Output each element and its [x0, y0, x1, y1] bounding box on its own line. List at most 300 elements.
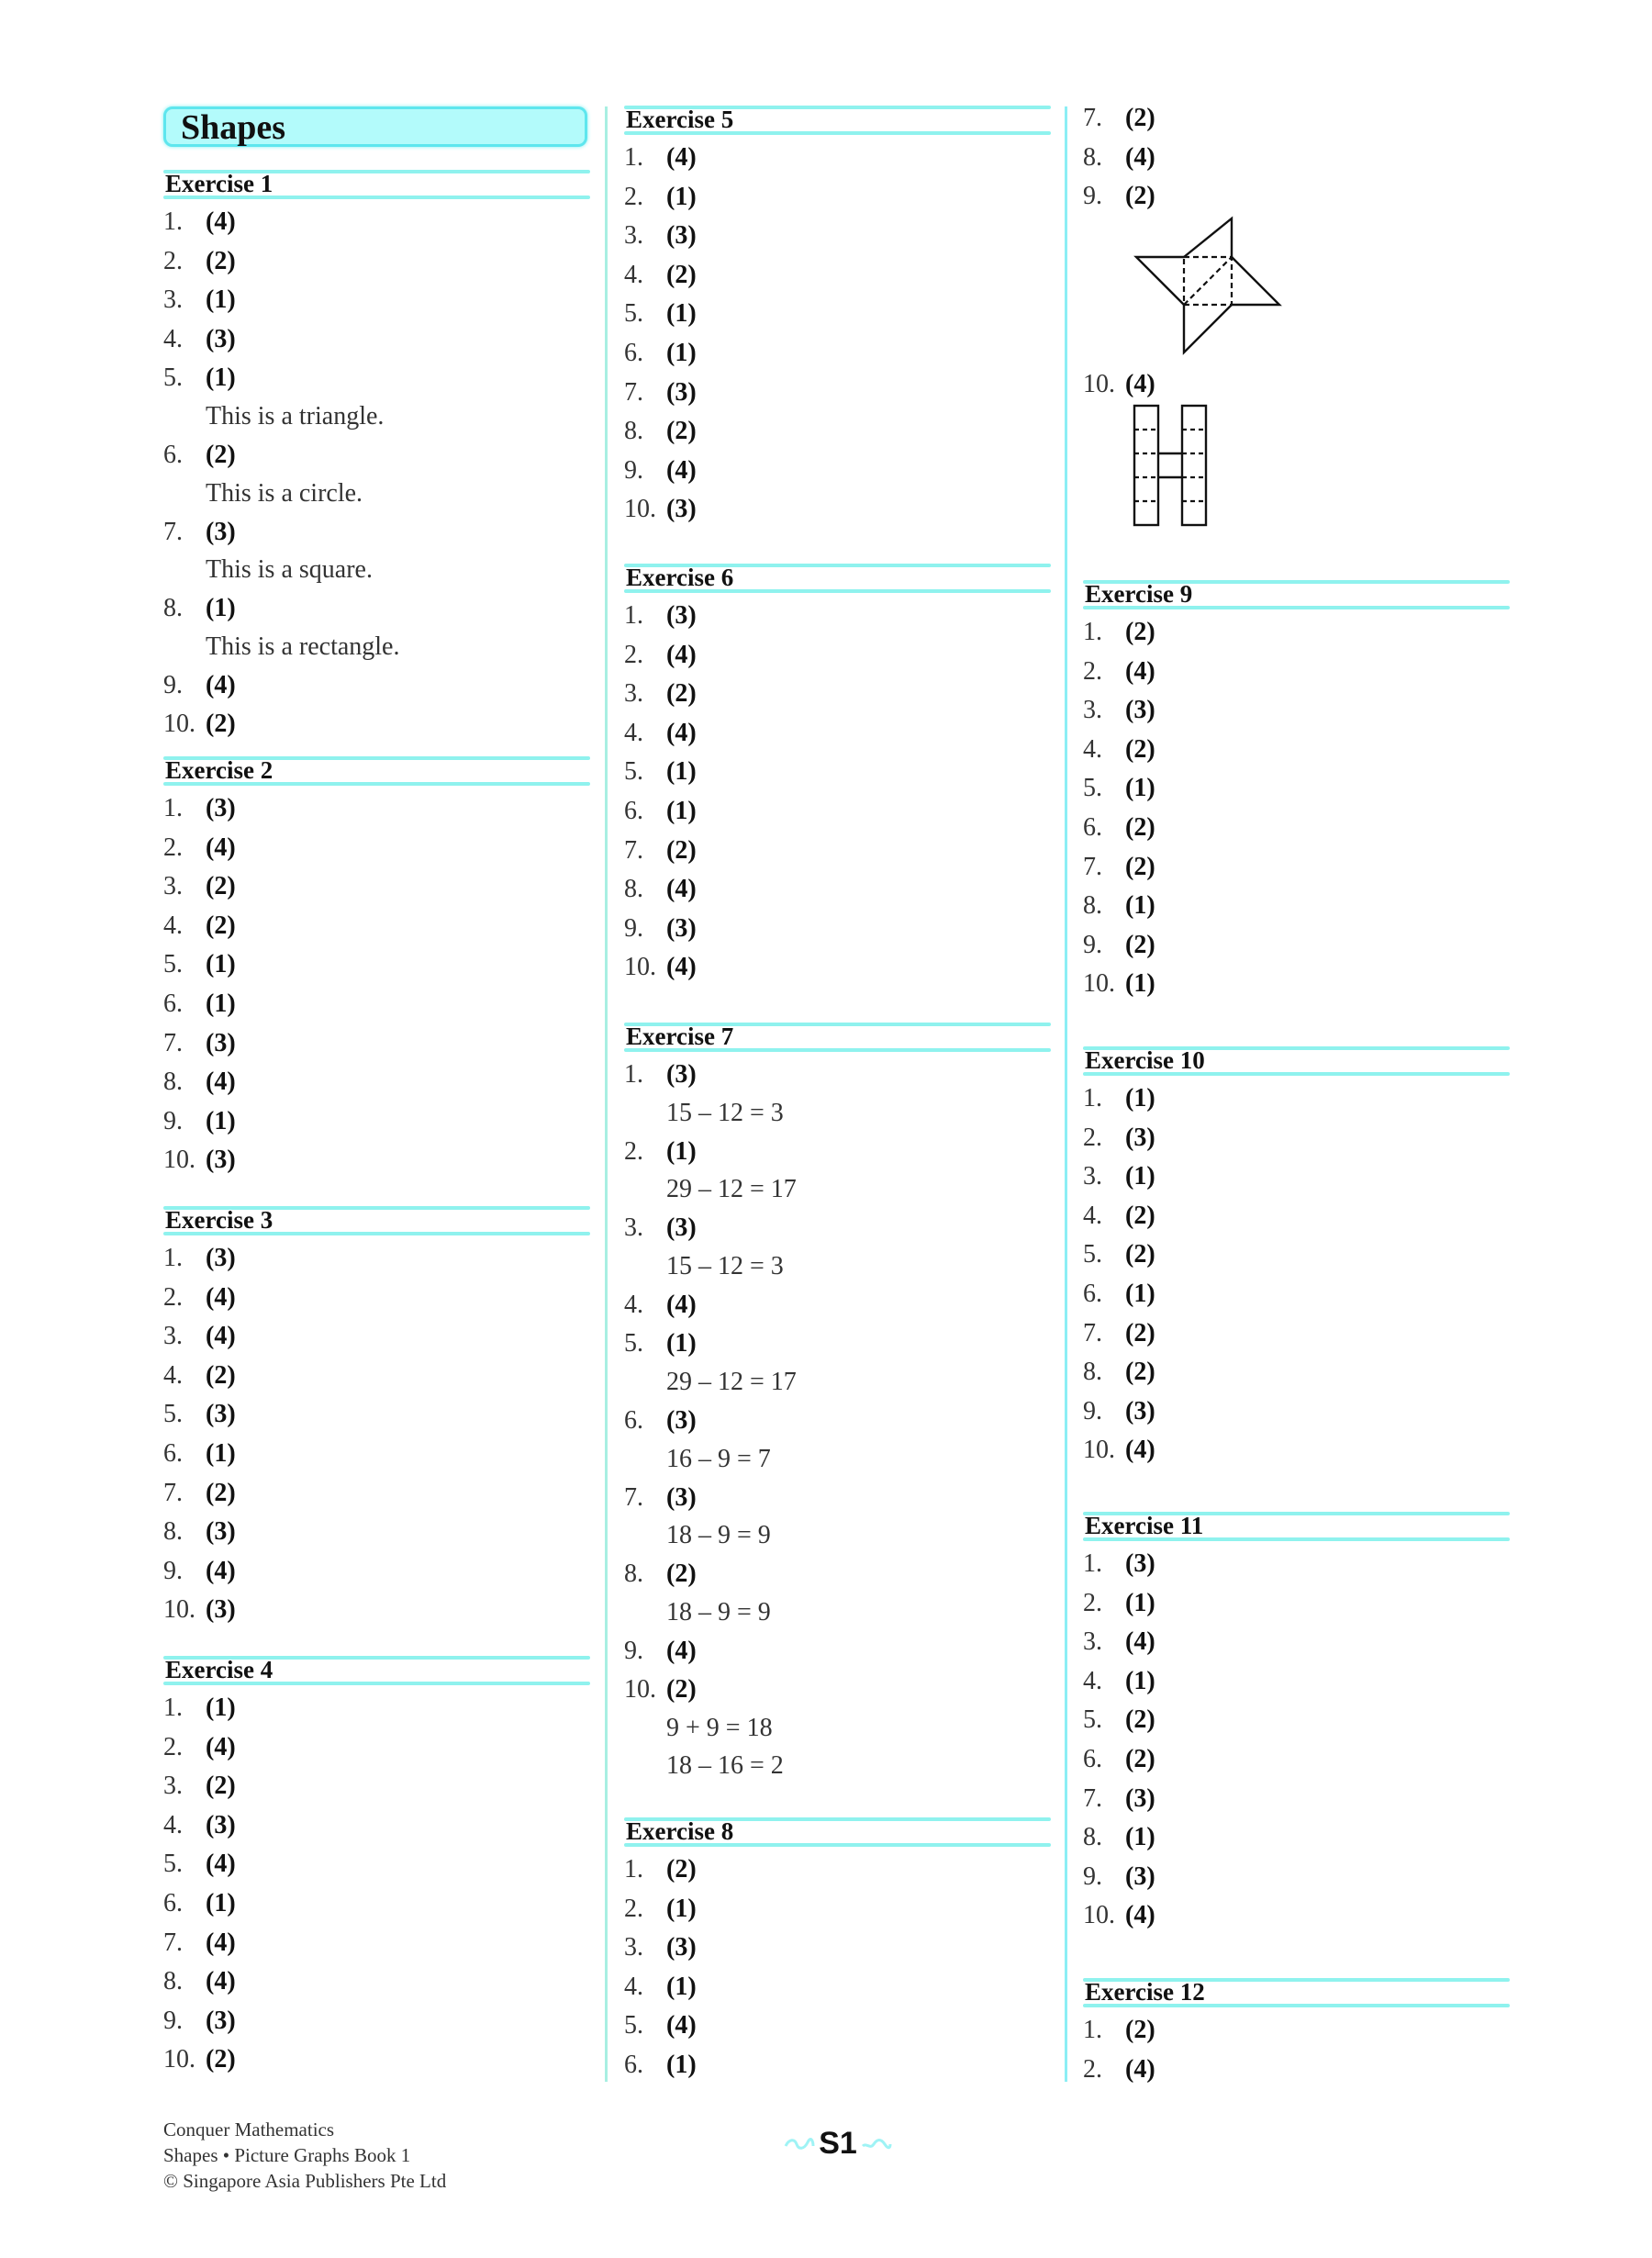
question-number: 3.	[624, 221, 643, 251]
answer-item	[163, 1395, 590, 1435]
answer-item	[1083, 1623, 1510, 1662]
answer-choice: (1)	[666, 796, 697, 825]
answer-choice: (3)	[206, 1146, 236, 1175]
answer-working: 29 – 12 = 17	[666, 1367, 797, 1396]
answer-choice: (1)	[666, 338, 697, 367]
exercise-header	[1083, 578, 1510, 609]
answer-item	[1083, 848, 1510, 888]
answer-choice: (2)	[1125, 930, 1155, 959]
section-title-banner	[163, 106, 587, 147]
answer-choice: (2)	[666, 679, 697, 709]
question-number: 8.	[163, 1068, 183, 1097]
answer-item	[624, 910, 1051, 949]
answer-choice: (2)	[1125, 734, 1155, 764]
answer-item	[1083, 653, 1510, 692]
question-number: 3.	[624, 679, 643, 709]
exercise-title: Exercise 10	[1085, 1046, 1205, 1074]
answer-choice: (2)	[206, 440, 236, 469]
question-number: 5.	[163, 363, 183, 393]
answer-choice: (3)	[666, 495, 697, 524]
footer-credits	[163, 2117, 446, 2194]
answer-item	[163, 789, 590, 829]
exercise-7	[624, 1021, 1051, 1785]
answer-choice: (1)	[1125, 1588, 1155, 1617]
exercise-title: Exercise 4	[165, 1656, 273, 1683]
answer-choice: (1)	[1125, 969, 1155, 999]
answer-item	[163, 1591, 590, 1630]
answer-choice: (1)	[666, 299, 697, 329]
question-number: 3.	[1083, 1162, 1102, 1191]
question-number: 9.	[1083, 1396, 1102, 1425]
exercise-4	[163, 1654, 590, 2080]
exercise-1	[163, 168, 590, 744]
question-number: 6.	[163, 440, 183, 469]
answer-item	[624, 753, 1051, 792]
answer-working: 18 – 9 = 9	[666, 1521, 771, 1550]
answer-choice: (4)	[206, 1322, 236, 1351]
question-number: 2.	[624, 1136, 643, 1166]
question-number: 1.	[1083, 1549, 1102, 1578]
answer-choice: (2)	[206, 710, 236, 739]
question-number: 6.	[624, 796, 643, 825]
answer-choice: (2)	[206, 1772, 236, 1801]
question-number: 1.	[624, 1060, 643, 1089]
answer-choice: (3)	[206, 517, 236, 546]
exercise-header	[1083, 1510, 1510, 1541]
answer-item	[163, 1063, 590, 1102]
question-number: 2.	[1083, 1123, 1102, 1152]
answer-choice: (4)	[206, 1282, 236, 1312]
question-number: 1.	[163, 794, 183, 822]
exercise-11	[1083, 1510, 1510, 1936]
answer-choice: (4)	[666, 640, 697, 669]
question-number: 1.	[163, 207, 183, 236]
answer-choice: (4)	[206, 1850, 236, 1879]
answer-choice: (3)	[1125, 696, 1155, 725]
answer-item	[163, 1728, 590, 1768]
question-number: 8.	[1083, 1358, 1102, 1387]
answer-choice: (2)	[1125, 2016, 1155, 2044]
question-number: 4.	[163, 1360, 183, 1390]
question-number: 10.	[624, 495, 656, 524]
answer-item	[163, 281, 590, 320]
answer-item	[163, 1435, 590, 1474]
page-number	[769, 2126, 907, 2163]
answer-item	[624, 1133, 1051, 1172]
answer-item	[163, 436, 590, 475]
answer-choice: (3)	[206, 1595, 236, 1625]
question-number: 6.	[1083, 1744, 1102, 1773]
answer-item	[1083, 1235, 1510, 1275]
answer-item	[1083, 1275, 1510, 1314]
answer-item	[163, 985, 590, 1024]
question-number: 8.	[1083, 1823, 1102, 1852]
answer-choice: (2)	[1125, 1705, 1155, 1735]
answer-choice: (3)	[666, 1482, 697, 1512]
answer-item	[624, 374, 1051, 413]
answer-item	[163, 1279, 590, 1318]
exercise-8-continued	[1083, 99, 1510, 532]
answer-choice: (3)	[666, 221, 697, 251]
answer-choice: (1)	[1125, 1279, 1155, 1308]
question-number: 4.	[624, 260, 643, 289]
question-number: 5.	[1083, 774, 1102, 803]
answer-choice: (4)	[206, 1068, 236, 1097]
answer-item	[624, 217, 1051, 256]
answer-choice: (2)	[666, 1855, 697, 1884]
answer-choice: (4)	[206, 1967, 236, 1996]
answer-item	[1083, 691, 1510, 731]
answer-choice: (3)	[206, 1028, 236, 1057]
question-number: 3.	[163, 1772, 183, 1801]
answer-item	[163, 2002, 590, 2041]
answer-working: This is a triangle.	[206, 401, 385, 430]
question-number: 8.	[624, 875, 643, 904]
answer-item	[163, 1239, 590, 1279]
answer-item	[624, 948, 1051, 988]
answer-item	[163, 359, 590, 398]
answer-item	[163, 1513, 590, 1552]
exercise-10	[1083, 1045, 1510, 1470]
answer-item	[624, 139, 1051, 178]
answer-choice: (3)	[1125, 1783, 1155, 1813]
answer-choice: (1)	[206, 950, 236, 979]
question-number: 1.	[163, 1694, 183, 1722]
question-number: 7.	[163, 517, 183, 546]
question-number: 1.	[624, 1855, 643, 1884]
question-number: 9.	[163, 1556, 183, 1585]
answer-choice: (2)	[666, 835, 697, 865]
question-number: 5.	[163, 1850, 183, 1879]
question-number: 6.	[163, 989, 183, 1018]
question-number: 3.	[163, 1322, 183, 1351]
answer-choice: (4)	[666, 143, 697, 172]
question-number: 1.	[624, 143, 643, 172]
question-number: 3.	[163, 872, 183, 901]
answer-item	[163, 1102, 590, 1142]
answer-item	[163, 320, 590, 360]
question-number: 8.	[163, 1517, 183, 1547]
answer-working: 29 – 12 = 17	[666, 1175, 797, 1204]
answer-item	[624, 1209, 1051, 1248]
exercise-header	[624, 1021, 1051, 1052]
question-number: 10.	[163, 710, 195, 739]
answer-item	[1083, 926, 1510, 966]
answer-item	[163, 1024, 590, 1064]
question-number: 10.	[163, 1595, 195, 1625]
answer-choice: (3)	[1125, 1123, 1155, 1152]
question-number: 9.	[624, 455, 643, 485]
exercise-header	[163, 755, 590, 786]
answer-choice: (1)	[1125, 891, 1155, 921]
question-number: 5.	[163, 1400, 183, 1429]
question-number: 8.	[624, 1559, 643, 1589]
answer-item	[163, 867, 590, 907]
question-number: 5.	[624, 2011, 643, 2040]
exercise-9	[1083, 578, 1510, 1004]
answer-item	[624, 295, 1051, 334]
answer-item	[1083, 1392, 1510, 1432]
question-number: 2.	[1083, 656, 1102, 686]
question-number: 7.	[163, 1478, 183, 1507]
answer-working: 16 – 9 = 7	[666, 1444, 771, 1473]
answer-working: 18 – 9 = 9	[666, 1597, 771, 1626]
question-number: 2.	[163, 1732, 183, 1761]
answer-item	[1083, 1818, 1510, 1858]
answer-choice: (4)	[666, 953, 697, 982]
answer-choice: (4)	[206, 833, 236, 862]
question-number: 1.	[1083, 618, 1102, 646]
answer-item	[1083, 1662, 1510, 1702]
answer-choice: (1)	[1125, 1823, 1155, 1852]
answer-choice: (4)	[666, 455, 697, 485]
question-number: 2.	[163, 246, 183, 275]
answer-item	[1083, 1740, 1510, 1780]
answer-choice: (4)	[1125, 1436, 1155, 1465]
column-divider-2	[1065, 106, 1067, 2082]
pyramid-net-icon	[1129, 209, 1312, 358]
answer-working: 15 – 12 = 3	[666, 1098, 784, 1127]
question-number: 6.	[1083, 1279, 1102, 1308]
answer-item	[624, 1632, 1051, 1671]
answer-choice: (2)	[1125, 1201, 1155, 1230]
answer-item	[1083, 1584, 1510, 1624]
question-number: 7.	[624, 835, 643, 865]
answer-item	[624, 1479, 1051, 1518]
answer-item	[624, 1968, 1051, 2007]
question-number: 3.	[1083, 696, 1102, 725]
answer-choice: (2)	[1125, 1744, 1155, 1773]
answer-choice: (1)	[206, 1438, 236, 1468]
answer-choice: (4)	[666, 875, 697, 904]
exercise-header	[163, 168, 590, 199]
answer-item	[163, 829, 590, 868]
question-number: 8.	[163, 594, 183, 623]
footer-copyright: © Singapore Asia Publishers Pte Ltd	[163, 2170, 447, 2192]
answer-choice: (3)	[206, 1400, 236, 1429]
exercise-header	[1083, 1045, 1510, 1076]
question-number: 10.	[624, 1675, 656, 1705]
answer-item	[1083, 2051, 1510, 2090]
question-number: 5.	[624, 299, 643, 329]
footer-series: Conquer Mathematics	[163, 2118, 335, 2141]
left-ornament-icon	[784, 2137, 815, 2152]
answer-choice: (2)	[1125, 852, 1155, 881]
answer-item	[163, 589, 590, 629]
answer-choice: (4)	[206, 1556, 236, 1585]
question-number: 9.	[1083, 1861, 1102, 1891]
answer-choice: (3)	[666, 1405, 697, 1435]
answer-choice: (3)	[666, 1933, 697, 1962]
question-number: 6.	[624, 338, 643, 367]
answer-item	[163, 1806, 590, 1846]
answer-choice: (4)	[666, 1636, 697, 1665]
section-title: Shapes	[181, 108, 286, 147]
exercise-header	[624, 1816, 1051, 1847]
question-number: 5.	[624, 1329, 643, 1358]
answer-item	[1083, 769, 1510, 809]
question-number: 1.	[163, 1244, 183, 1272]
question-number: 2.	[624, 182, 643, 211]
column-divider-1	[605, 106, 608, 2082]
answer-item	[163, 242, 590, 282]
exercise-5	[624, 104, 1051, 530]
answer-choice: (4)	[206, 1732, 236, 1761]
answer-item	[1083, 613, 1510, 653]
question-number: 2.	[1083, 1588, 1102, 1617]
answer-choice: (3)	[206, 1244, 236, 1272]
answer-choice: (3)	[666, 601, 697, 630]
answer-choice: (3)	[206, 794, 236, 822]
exercise-header	[624, 562, 1051, 593]
answer-item	[624, 792, 1051, 832]
question-number: 8.	[624, 417, 643, 446]
answer-item	[163, 1962, 590, 2002]
answer-item	[624, 2006, 1051, 2046]
exercise-6	[624, 562, 1051, 988]
answer-item	[624, 1402, 1051, 1441]
question-number: 8.	[1083, 891, 1102, 921]
answer-choice: (1)	[206, 1106, 236, 1135]
pyramid-net-figure	[1083, 217, 1510, 365]
exercise-header	[163, 1654, 590, 1685]
page-number-label: S1	[819, 2126, 857, 2161]
question-number: 9.	[1083, 930, 1102, 959]
answer-choice: (1)	[1125, 1084, 1155, 1112]
answer-choice: (1)	[666, 1329, 697, 1358]
question-number: 7.	[624, 377, 643, 407]
exercise-3	[163, 1204, 590, 1630]
question-number: 7.	[1083, 1783, 1102, 1813]
answer-item	[624, 1056, 1051, 1095]
question-number: 4.	[624, 718, 643, 747]
question-number: 6.	[163, 1888, 183, 1917]
exercise-title: Exercise 12	[1085, 1978, 1205, 2006]
answer-choice: (1)	[206, 1888, 236, 1917]
answer-choice: (2)	[206, 1360, 236, 1390]
answer-item	[624, 832, 1051, 871]
answer-choice: (2)	[1125, 1358, 1155, 1387]
answer-item: 9. (2)	[1083, 182, 1155, 211]
answer-working: 9 + 9 = 18	[666, 1713, 773, 1742]
question-number: 3.	[1083, 1627, 1102, 1657]
question-number: 10.	[163, 2045, 195, 2074]
answer-item	[624, 636, 1051, 676]
answer-item	[1083, 1353, 1510, 1392]
question-number: 4.	[1083, 1201, 1102, 1230]
answer-choice: (3)	[206, 2006, 236, 2035]
question-number: 9.	[624, 1636, 643, 1665]
answer-item	[1083, 1701, 1510, 1740]
answer-item	[624, 412, 1051, 452]
question-number: 10.	[1083, 1901, 1115, 1930]
answer-item	[163, 1317, 590, 1357]
answer-item	[163, 907, 590, 946]
answer-choice: (4)	[666, 718, 697, 747]
answer-item	[163, 1845, 590, 1884]
question-number: 7.	[1083, 1318, 1102, 1347]
answer-item	[624, 714, 1051, 754]
answer-choice: (1)	[666, 2050, 697, 2079]
answer-item	[624, 334, 1051, 374]
answer-choice: (4)	[1125, 656, 1155, 686]
answer-item	[1083, 1079, 1510, 1119]
exercise-8	[624, 1816, 1051, 2085]
answer-choice: (2)	[1125, 1240, 1155, 1269]
answer-item	[624, 1325, 1051, 1364]
answer-working: This is a square.	[206, 555, 373, 585]
question-number: 2.	[1083, 2054, 1102, 2084]
answer-choice: (3)	[666, 377, 697, 407]
answer-item	[1083, 731, 1510, 770]
answer-choice: (2)	[206, 872, 236, 901]
answer-item	[1083, 1545, 1510, 1584]
answer-choice: (2)	[1125, 1318, 1155, 1347]
question-number: 6.	[163, 1438, 183, 1468]
question-number: 4.	[1083, 1666, 1102, 1695]
question-number: 9.	[163, 2006, 183, 2035]
question-number: 7.	[163, 1028, 183, 1057]
question-number: 10.	[1083, 969, 1115, 999]
answer-choice: (4)	[1125, 1627, 1155, 1657]
answer-item	[624, 452, 1051, 491]
answer-choice: (4)	[206, 1928, 236, 1957]
question-number: 5.	[624, 757, 643, 787]
exercise-title: Exercise 11	[1085, 1512, 1204, 1539]
question-number: 4.	[163, 1810, 183, 1839]
question-number: 9.	[163, 670, 183, 699]
question-number: 7.	[163, 1928, 183, 1957]
exercise-title: Exercise 7	[626, 1023, 734, 1050]
answer-item	[624, 2046, 1051, 2085]
question-number: 6.	[624, 2050, 643, 2079]
answer-choice: (4)	[1125, 1901, 1155, 1930]
answer-choice: (1)	[1125, 1666, 1155, 1695]
question-number: 8.	[163, 1967, 183, 1996]
answer-choice: (2)	[206, 1478, 236, 1507]
answer-choice: (1)	[666, 1972, 697, 2001]
answer-item	[624, 1555, 1051, 1594]
answer-choice: (1)	[206, 594, 236, 623]
answer-choice: (3)	[666, 913, 697, 943]
answer-choice: (4)	[206, 207, 236, 236]
question-number: 5.	[163, 950, 183, 979]
question-number: 9.	[624, 913, 643, 943]
answer-choice: (2)	[206, 2045, 236, 2074]
answer-choice: (4)	[1125, 2054, 1155, 2084]
answer-item: 10. (4)	[1083, 369, 1155, 398]
question-number: 9.	[163, 1106, 183, 1135]
answer-item	[163, 1767, 590, 1806]
answer-item	[1083, 809, 1510, 848]
answer-item	[163, 1552, 590, 1592]
footer-book: Shapes • Picture Graphs Book 1	[163, 2144, 411, 2166]
answer-item	[1083, 1197, 1510, 1236]
answer-item	[1083, 1119, 1510, 1158]
question-number: 1.	[1083, 1084, 1102, 1112]
answer-working: 18 – 16 = 2	[666, 1750, 784, 1780]
answer-item	[163, 513, 590, 553]
right-ornament-icon	[861, 2137, 892, 2152]
answer-choice: (1)	[1125, 774, 1155, 803]
question-number: 2.	[624, 640, 643, 669]
answer-item	[1083, 965, 1510, 1004]
answer-item	[163, 1357, 590, 1396]
answer-item	[163, 2040, 590, 2080]
question-number: 7.	[624, 1482, 643, 1512]
answer-working: 15 – 12 = 3	[666, 1251, 784, 1280]
exercise-title: Exercise 5	[626, 106, 734, 133]
